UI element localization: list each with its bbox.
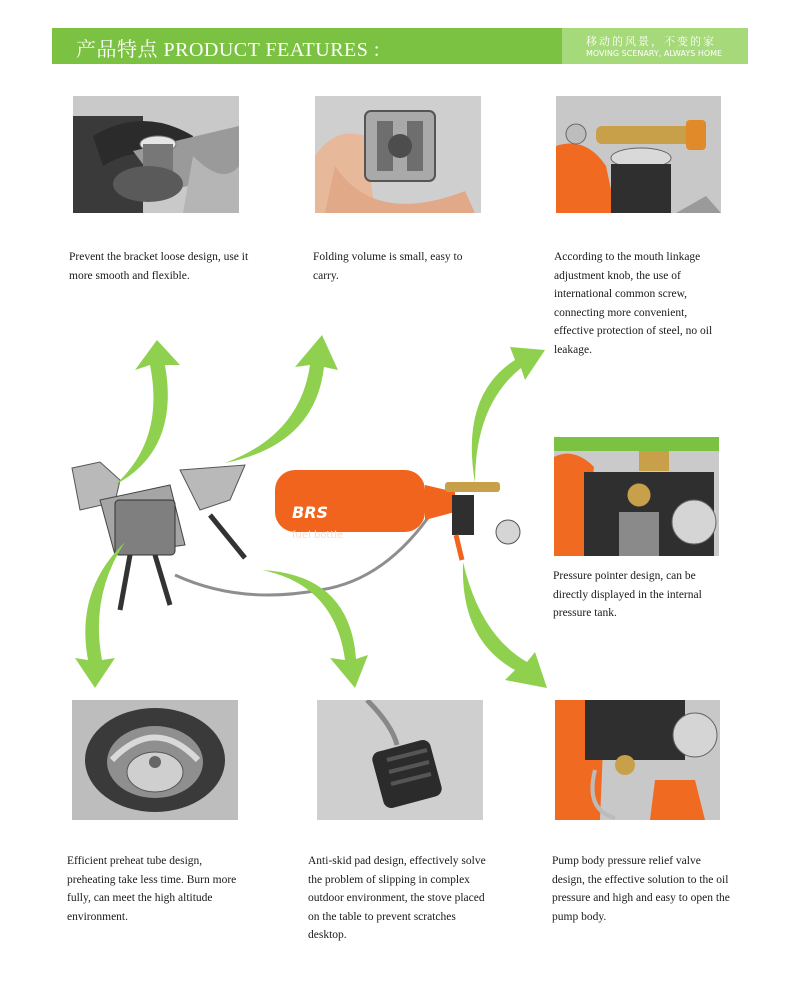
arrow-down-left-icon	[70, 540, 140, 690]
arrow-up-center-icon	[220, 335, 340, 465]
caption-anti-skid: Anti-skid pad design, effectively solve the problem of slipping in complex outdoor environment, the stove placed on the table to prevent scratches desktop.	[308, 855, 486, 941]
bracket-detail-photo	[73, 96, 239, 213]
banner-slogan-en: MOVING SCENARY, ALWAYS HOME	[586, 49, 723, 58]
banner-slogan-box	[562, 28, 748, 64]
fuel-bottle	[275, 470, 425, 532]
folded-stove-photo	[315, 96, 481, 213]
pressure-pointer-photo	[554, 437, 719, 556]
caption-pump-valve: Pump body pressure relief valve design, the effective solution to the oil pressure and high and easy to open the pump body.	[552, 855, 730, 923]
arrow-up-right-icon	[455, 335, 545, 485]
bottle-logo: BRS	[292, 503, 329, 522]
banner-slogan-cn: 移动的风景，不变的家	[586, 35, 716, 48]
caption-bracket: Prevent the bracket loose design, use it more smooth and flexible.	[69, 251, 249, 282]
caption-pressure-pointer: Pressure pointer design, can be directly displayed in the internal pressure tank.	[553, 570, 702, 619]
banner-title: 产品特点 PRODUCT FEATURES :	[76, 39, 380, 61]
anti-skid-pad-photo	[317, 700, 483, 820]
pump-valve-photo	[555, 700, 720, 820]
arrow-down-right-icon	[455, 560, 550, 700]
preheat-tube-photo	[72, 700, 238, 820]
arrow-up-left-icon	[95, 340, 185, 490]
arrow-down-center-icon	[260, 565, 370, 690]
caption-preheat: Efficient preheat tube design, preheating take less time. Burn more fully, can meet the high altitude environment.	[67, 855, 237, 923]
caption-folding: Folding volume is small, easy to carry.	[313, 251, 463, 282]
adjustment-knob-photo	[556, 96, 721, 213]
header-banner	[52, 28, 748, 64]
caption-adjust-knob: According to the mouth linkage adjustment knob, the use of international common screw, connecting more convenient, effective protection of steel, no oil leakage.	[554, 251, 713, 356]
bottle-text: fuel bottle	[292, 530, 344, 541]
